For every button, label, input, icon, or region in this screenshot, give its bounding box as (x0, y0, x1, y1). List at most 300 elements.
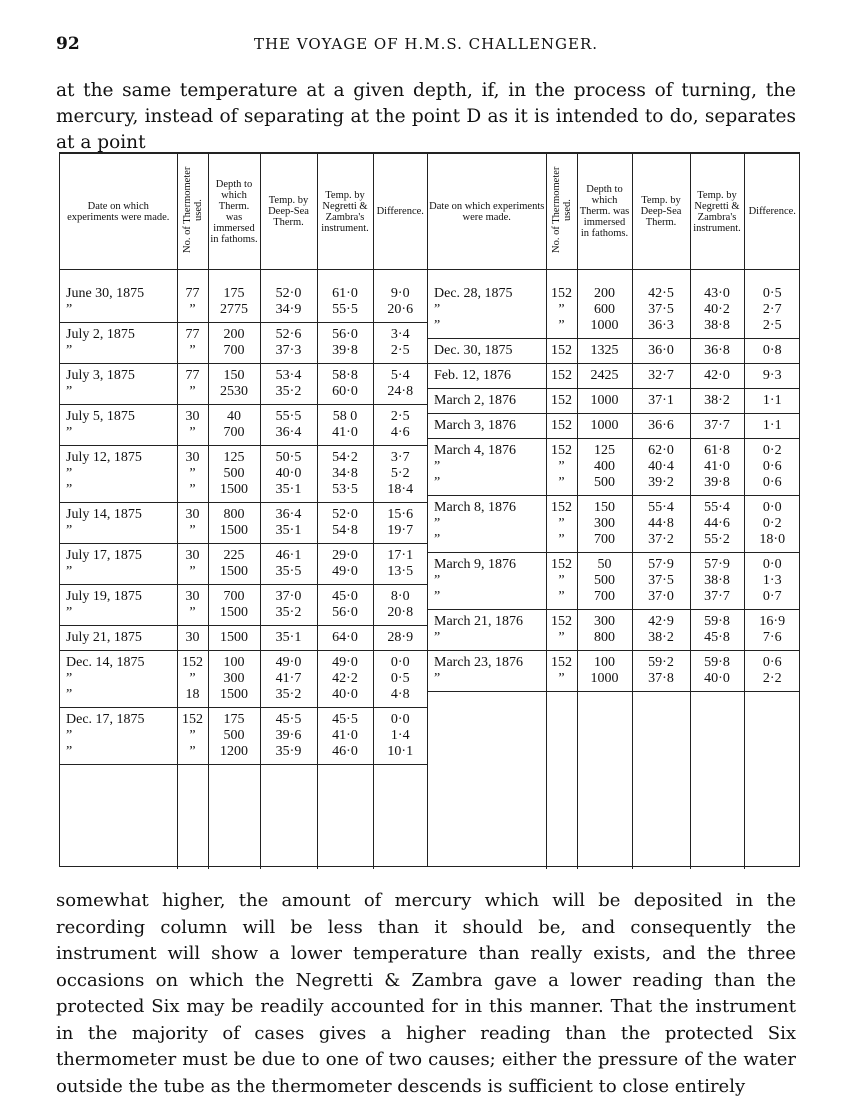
thermometer-value: ” (189, 384, 196, 399)
date-value: ” (66, 343, 73, 358)
temp-negretti-value: 40·2 (704, 302, 730, 317)
table-right-body (428, 270, 800, 870)
depth-value: 50 (597, 557, 612, 572)
difference-value: 2·7 (762, 302, 782, 317)
date-cell (60, 651, 177, 708)
temp-negretti-cell (317, 503, 373, 544)
date-value: ” (434, 589, 441, 604)
table-row (60, 626, 427, 651)
table-header-row (428, 154, 800, 270)
spacer-cell (260, 270, 317, 283)
depth-value: 700 (223, 589, 245, 604)
temp-deep-sea-value: 42·5 (648, 286, 674, 301)
difference-value: 2·2 (762, 671, 782, 686)
depth-cell (208, 405, 260, 446)
date-value: July 2, 1875 (66, 327, 135, 342)
temp-deep-sea-value: 45·5 (275, 712, 302, 727)
temp-deep-sea-value: 57·9 (648, 557, 674, 572)
temp-deep-sea-value: 46·1 (275, 548, 302, 563)
depth-value: 1500 (220, 482, 248, 497)
difference-cell (744, 553, 800, 610)
thermometer-value: 152 (182, 712, 203, 727)
thermometer-cell (546, 389, 577, 414)
thermometer-cell (546, 553, 577, 610)
temp-negretti-value: 53·5 (332, 482, 358, 497)
depth-value: 175 (223, 286, 245, 301)
thermometer-value: 152 (551, 393, 572, 408)
spacer-cell (577, 270, 632, 283)
depth-cell (577, 364, 632, 389)
table-row (428, 553, 800, 610)
difference-value: 0·7 (762, 589, 782, 604)
temp-deep-sea-cell (632, 439, 690, 496)
depth-value: 125 (223, 450, 245, 465)
temp-deep-sea-cell (260, 405, 317, 446)
table-left-body (60, 270, 427, 870)
thermometer-cell (546, 414, 577, 439)
depth-value: 400 (594, 459, 615, 474)
temp-negretti-cell (317, 364, 373, 405)
table-row (60, 544, 427, 585)
date-cell (428, 651, 546, 692)
depth-value: 2425 (590, 368, 619, 383)
spacer-cell (177, 270, 208, 283)
temp-negretti-cell (690, 553, 744, 610)
date-value: ” (66, 605, 73, 620)
temp-negretti-value: 34·8 (332, 466, 358, 481)
difference-value: 2·5 (390, 343, 410, 358)
table-row (428, 651, 800, 692)
date-value: March 23, 1876 (434, 655, 524, 670)
spacer-cell (428, 270, 546, 283)
date-value: July 14, 1875 (66, 507, 142, 522)
temp-negretti-value: 59·8 (704, 655, 730, 670)
spacer-cell (632, 270, 690, 283)
temp-negretti-value: 29·0 (332, 548, 358, 563)
temp-negretti-value: 39·8 (332, 343, 358, 358)
date-value: ” (66, 564, 73, 579)
difference-value: 2·5 (762, 318, 782, 333)
temp-deep-sea-value: 52·6 (275, 327, 302, 342)
temp-deep-sea-value: 37·3 (275, 343, 302, 358)
thermometer-cell (177, 446, 208, 503)
temp-negretti-cell (317, 585, 373, 626)
date-value: March 21, 1876 (434, 614, 524, 629)
difference-value: 1·1 (762, 393, 782, 408)
depth-value: 700 (594, 532, 615, 547)
difference-value: 18·4 (387, 482, 414, 497)
depth-value: 150 (594, 500, 615, 515)
difference-value: 0·8 (762, 343, 782, 358)
temp-negretti-value: 54·2 (332, 450, 358, 465)
depth-value: 100 (594, 655, 615, 670)
filler-cell (744, 692, 800, 870)
temp-negretti-cell (690, 610, 744, 651)
depth-value: 1000 (590, 671, 619, 686)
difference-cell (744, 389, 800, 414)
depth-cell (208, 544, 260, 585)
date-value: Dec. 17, 1875 (66, 712, 145, 727)
thermometer-value: 30 (185, 450, 200, 465)
difference-value: 8·0 (390, 589, 410, 604)
table-row (428, 282, 800, 339)
depth-cell (577, 282, 632, 339)
difference-value: 0·2 (762, 443, 782, 458)
header-depth: Depth to which Therm. was immersed in fathoms. (577, 154, 632, 270)
temp-deep-sea-value: 34·9 (275, 302, 302, 317)
temp-deep-sea-value: 62·0 (648, 443, 674, 458)
depth-cell (577, 610, 632, 651)
difference-value: 4·8 (390, 687, 410, 702)
thermometer-value: 77 (185, 286, 200, 301)
date-value: July 5, 1875 (66, 409, 135, 424)
temp-deep-sea-cell (260, 323, 317, 364)
temp-deep-sea-cell (632, 339, 690, 364)
temp-negretti-value: 49·0 (332, 655, 358, 670)
temp-deep-sea-value: 39·6 (275, 728, 302, 743)
table-row (60, 282, 427, 323)
thermometer-cell (177, 282, 208, 323)
difference-value: 0·6 (762, 655, 782, 670)
thermometer-value: ” (189, 343, 196, 358)
depth-value: 500 (223, 728, 245, 743)
date-value: March 2, 1876 (434, 393, 517, 408)
difference-value: 4·6 (390, 425, 410, 440)
spacer-cell (744, 270, 800, 283)
difference-value: 24·8 (387, 384, 414, 399)
difference-value: 3·4 (390, 327, 410, 342)
date-cell (428, 496, 546, 553)
depth-value: 300 (594, 614, 615, 629)
spacer-cell (208, 270, 260, 283)
temp-negretti-value: 64·0 (332, 630, 358, 645)
depth-value: 2530 (220, 384, 248, 399)
thermometer-value: 77 (185, 327, 200, 342)
temp-deep-sea-value: 37·2 (648, 532, 674, 547)
thermometer-cell (546, 439, 577, 496)
temp-negretti-value: 45·0 (332, 589, 358, 604)
depth-value: 175 (223, 712, 245, 727)
temp-negretti-value: 54·8 (332, 523, 358, 538)
thermometer-cell (177, 503, 208, 544)
temp-deep-sea-value: 37·5 (648, 302, 674, 317)
filler-cell (317, 765, 373, 870)
difference-cell (373, 323, 427, 364)
difference-cell (373, 405, 427, 446)
temp-negretti-value: 58 0 (332, 409, 358, 424)
depth-value: 500 (594, 573, 615, 588)
temp-deep-sea-value: 35·2 (275, 605, 302, 620)
date-value: ” (66, 687, 73, 702)
temp-deep-sea-cell (632, 496, 690, 553)
thermometer-value: ” (558, 630, 565, 645)
temp-deep-sea-cell (260, 708, 317, 765)
temp-negretti-value: 52·0 (332, 507, 358, 522)
date-value: ” (66, 466, 73, 481)
temp-negretti-value: 49·0 (332, 564, 358, 579)
temp-deep-sea-value: 36·6 (648, 418, 674, 433)
spacer-cell (317, 270, 373, 283)
temp-deep-sea-value: 53·4 (275, 368, 302, 383)
depth-value: 700 (223, 425, 245, 440)
thermometer-value: 152 (551, 655, 572, 670)
thermometer-cell (177, 544, 208, 585)
thermometer-value: ” (558, 459, 565, 474)
temp-deep-sea-cell (632, 610, 690, 651)
difference-cell (373, 708, 427, 765)
difference-value: 13·5 (387, 564, 414, 579)
temp-negretti-value: 37·7 (704, 418, 730, 433)
filler-cell (260, 765, 317, 870)
depth-value: 1325 (590, 343, 619, 358)
spacer-cell (373, 270, 427, 283)
difference-cell (373, 282, 427, 323)
thermometer-value: 152 (551, 368, 572, 383)
temp-negretti-cell (317, 446, 373, 503)
temp-deep-sea-value: 55·5 (275, 409, 302, 424)
table-row (60, 323, 427, 364)
header-thermometer (546, 154, 577, 270)
temp-negretti-cell (690, 414, 744, 439)
temp-negretti-cell (690, 364, 744, 389)
difference-value: 0·0 (762, 557, 782, 572)
filler-cell (690, 692, 744, 870)
temp-negretti-value: 45·5 (332, 712, 358, 727)
temp-deep-sea-cell (260, 651, 317, 708)
difference-cell (373, 503, 427, 544)
temp-deep-sea-value: 37·1 (648, 393, 674, 408)
temp-negretti-value: 40·0 (704, 671, 730, 686)
depth-value: 1000 (590, 393, 619, 408)
depth-cell (208, 585, 260, 626)
header-thermometer (177, 154, 208, 270)
date-cell (428, 439, 546, 496)
date-cell (60, 503, 177, 544)
thermometer-value: 30 (185, 589, 200, 604)
depth-cell (208, 282, 260, 323)
depth-cell (208, 323, 260, 364)
depth-value: 1500 (220, 564, 248, 579)
thermometer-value: ” (189, 302, 196, 317)
thermometer-value: ” (189, 466, 196, 481)
temp-negretti-value: 61·0 (332, 286, 358, 301)
paragraph-top: at the same temperature at a given depth, if, in the process of turning, the mercury, instead of separating at the point D as it is intended to do, separates at a point (56, 80, 796, 153)
table-row (60, 503, 427, 544)
temp-negretti-cell (317, 626, 373, 651)
temp-negretti-value: 55·4 (704, 500, 730, 515)
thermometer-cell (177, 585, 208, 626)
depth-value: 300 (594, 516, 615, 531)
temp-deep-sea-value: 59·2 (648, 655, 674, 670)
difference-cell (744, 496, 800, 553)
depth-cell (208, 446, 260, 503)
date-value: ” (434, 630, 441, 645)
temp-negretti-cell (317, 405, 373, 446)
temp-deep-sea-value: 37·8 (648, 671, 674, 686)
table-header-row (60, 154, 427, 270)
temp-deep-sea-value: 49·0 (275, 655, 302, 670)
table-row (428, 414, 800, 439)
difference-value: 16·9 (759, 614, 786, 629)
depth-value: 500 (594, 475, 615, 490)
temp-negretti-value: 39·8 (704, 475, 730, 490)
data-table (59, 152, 800, 867)
difference-cell (744, 610, 800, 651)
date-value: March 4, 1876 (434, 443, 517, 458)
temp-negretti-value: 55·5 (332, 302, 358, 317)
temp-deep-sea-value: 35·5 (275, 564, 302, 579)
temp-negretti-value: 42·2 (332, 671, 358, 686)
table-row (60, 405, 427, 446)
difference-value: 0·6 (762, 475, 782, 490)
temp-deep-sea-value: 36·4 (275, 425, 302, 440)
thermometer-cell (546, 496, 577, 553)
table-filler-row (428, 692, 800, 870)
depth-cell (577, 414, 632, 439)
thermometer-value: 18 (185, 687, 200, 702)
temp-deep-sea-cell (260, 446, 317, 503)
temp-negretti-cell (317, 544, 373, 585)
depth-value: 2775 (220, 302, 248, 317)
depth-value: 800 (594, 630, 615, 645)
header-temp-deep-sea: Temp. by Deep-Sea Therm. (260, 154, 317, 270)
difference-value: 0·6 (762, 459, 782, 474)
thermometer-cell (177, 364, 208, 405)
thermometer-cell (546, 610, 577, 651)
thermometer-value: 77 (185, 368, 200, 383)
depth-value: 1500 (220, 630, 248, 645)
thermometer-value: ” (558, 318, 565, 333)
date-value: ” (434, 475, 441, 490)
thermometer-cell (546, 339, 577, 364)
depth-cell (577, 389, 632, 414)
thermometer-value: 30 (185, 630, 200, 645)
header-thermometer-label: No. of Thermometer used. (550, 166, 573, 254)
depth-cell (577, 651, 632, 692)
table-row (60, 651, 427, 708)
date-cell (60, 585, 177, 626)
date-value: July 17, 1875 (66, 548, 142, 563)
table-row (428, 439, 800, 496)
filler-cell (177, 765, 208, 870)
temp-negretti-value: 58·8 (332, 368, 358, 383)
date-value: ” (66, 728, 73, 743)
table-row (60, 585, 427, 626)
difference-cell (744, 339, 800, 364)
thermometer-value: 30 (185, 548, 200, 563)
temp-deep-sea-value: 37·0 (648, 589, 674, 604)
temp-negretti-cell (690, 496, 744, 553)
thermometer-value: ” (558, 302, 565, 317)
temp-deep-sea-value: 41·7 (275, 671, 302, 686)
date-value: Dec. 30, 1875 (434, 343, 513, 358)
depth-value: 1500 (220, 687, 248, 702)
temp-deep-sea-cell (260, 282, 317, 323)
temp-deep-sea-cell (632, 553, 690, 610)
date-value: ” (434, 318, 441, 333)
temp-deep-sea-cell (632, 282, 690, 339)
date-value: ” (434, 459, 441, 474)
table-spacer-row (428, 270, 800, 283)
difference-cell (373, 446, 427, 503)
temp-negretti-value: 36·8 (704, 343, 730, 358)
thermometer-cell (177, 405, 208, 446)
date-value: ” (66, 302, 73, 317)
thermometer-value: ” (189, 671, 196, 686)
difference-value: 5·2 (390, 466, 410, 481)
difference-value: 7·6 (762, 630, 782, 645)
depth-value: 1500 (220, 605, 248, 620)
depth-cell (208, 364, 260, 405)
temp-deep-sea-value: 35·1 (275, 482, 302, 497)
difference-value: 0·5 (390, 671, 410, 686)
spacer-cell (690, 270, 744, 283)
difference-cell (373, 626, 427, 651)
difference-value: 18·0 (759, 532, 786, 547)
depth-cell (577, 553, 632, 610)
thermometer-value: ” (189, 564, 196, 579)
temp-negretti-value: 44·6 (704, 516, 730, 531)
difference-value: 9·3 (762, 368, 782, 383)
date-value: ” (66, 425, 73, 440)
thermometer-value: ” (189, 425, 196, 440)
temp-deep-sea-cell (632, 414, 690, 439)
thermometer-value: 152 (551, 614, 572, 629)
date-value: ” (66, 523, 73, 538)
temp-deep-sea-cell (260, 503, 317, 544)
date-value: July 19, 1875 (66, 589, 142, 604)
thermometer-value: ” (189, 744, 196, 759)
filler-cell (60, 765, 177, 870)
date-value: July 21, 1875 (66, 630, 142, 645)
thermometer-value: ” (558, 671, 565, 686)
thermometer-value: 152 (551, 443, 572, 458)
temp-negretti-value: 38·8 (704, 573, 730, 588)
thermometer-cell (546, 364, 577, 389)
date-cell (428, 389, 546, 414)
header-temp-deep-sea: Temp. by Deep-Sea Therm. (632, 154, 690, 270)
depth-value: 225 (223, 548, 245, 563)
table-left (60, 154, 427, 869)
date-cell (428, 364, 546, 389)
difference-value: 15·6 (387, 507, 414, 522)
date-value: ” (434, 532, 441, 547)
table-right-half (428, 154, 800, 866)
temp-deep-sea-cell (632, 389, 690, 414)
thermometer-value: 30 (185, 409, 200, 424)
temp-negretti-cell (317, 323, 373, 364)
temp-negretti-value: 41·0 (332, 425, 358, 440)
date-value: July 12, 1875 (66, 450, 142, 465)
table-row (428, 496, 800, 553)
temp-negretti-value: 38·8 (704, 318, 730, 333)
date-value: Feb. 12, 1876 (434, 368, 511, 383)
temp-deep-sea-cell (632, 651, 690, 692)
depth-value: 800 (223, 507, 245, 522)
depth-value: 1000 (590, 418, 619, 433)
date-cell (60, 446, 177, 503)
date-cell (60, 708, 177, 765)
temp-negretti-value: 46·0 (332, 744, 358, 759)
depth-cell (577, 339, 632, 364)
thermometer-value: ” (189, 605, 196, 620)
difference-value: 1·1 (762, 418, 782, 433)
depth-value: 1000 (590, 318, 619, 333)
date-value: March 8, 1876 (434, 500, 517, 515)
date-cell (428, 610, 546, 651)
depth-value: 40 (227, 409, 241, 424)
table-right (428, 154, 800, 869)
